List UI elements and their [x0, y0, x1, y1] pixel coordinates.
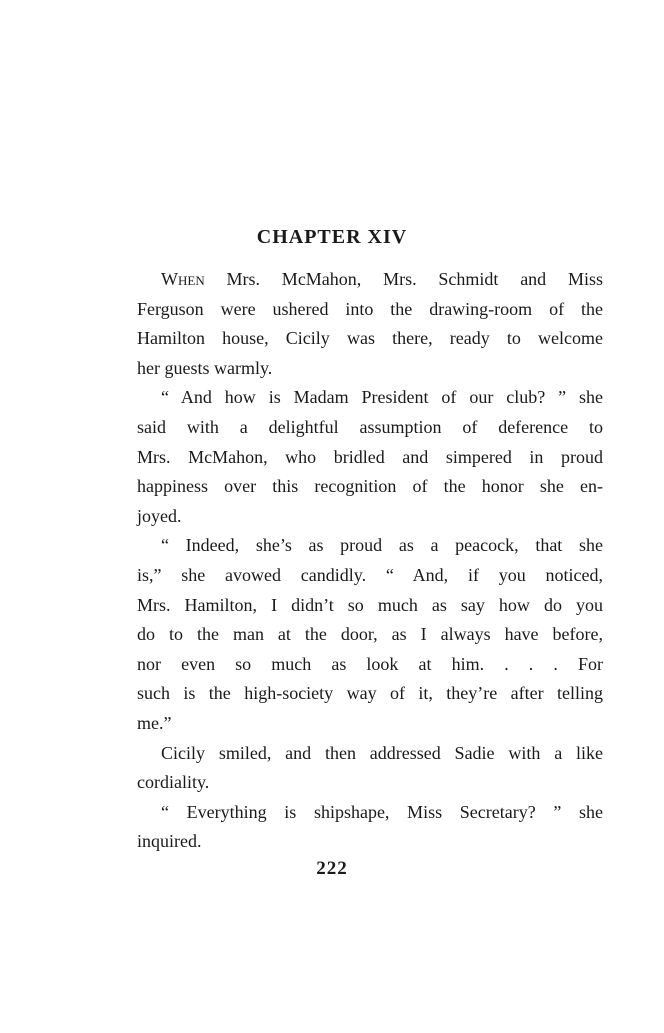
text-line: cordiality. — [137, 772, 210, 793]
text-line: Mrs. McMahon, who bridled and simpered in proud — [137, 446, 603, 467]
text-line — [137, 265, 603, 295]
chapter-body — [137, 265, 603, 857]
text-line: Ferguson were ushered into the drawing-room of the — [137, 298, 603, 319]
text-line: happiness over this recognition of the honor she en- — [137, 476, 603, 497]
text-line: do to the man at the door, as I always have before, — [137, 624, 603, 645]
text-line: “ And how is Madam President of our club? ” she — [161, 387, 603, 408]
text-line: “ Everything is shipshape, Miss Secretary? ” she — [161, 801, 603, 822]
text-line: such is the high-society way of it, they’re after telling — [137, 683, 603, 704]
text-line: Cicily smiled, and then addressed Sadie with a like — [161, 742, 603, 763]
text-line: inquired. — [137, 831, 202, 852]
text-line: joyed. — [137, 505, 182, 526]
chapter-title: CHAPTER XIV — [256, 226, 408, 248]
text-line: said with a delightful assumption of deference to — [137, 416, 603, 437]
text-line: nor even so much as look at him. . . . For — [137, 653, 603, 674]
line-text: Mrs. McMahon, Mrs. Schmidt and Miss — [204, 269, 603, 289]
text-line: Hamilton house, Cicily was there, ready to welcome — [137, 328, 603, 349]
text-line: Mrs. Hamilton, I didn’t so much as say how do you — [137, 594, 603, 615]
text-line: her guests warmly. — [137, 357, 273, 378]
text-line: “ Indeed, she’s as proud as a peacock, that she — [161, 535, 603, 556]
page-number: 222 — [316, 858, 348, 879]
text-line: me.” — [137, 712, 172, 733]
text-line: is,” she avowed candidly. “ And, if you noticed, — [137, 564, 603, 585]
paragraph-lead-word: When — [161, 269, 205, 289]
